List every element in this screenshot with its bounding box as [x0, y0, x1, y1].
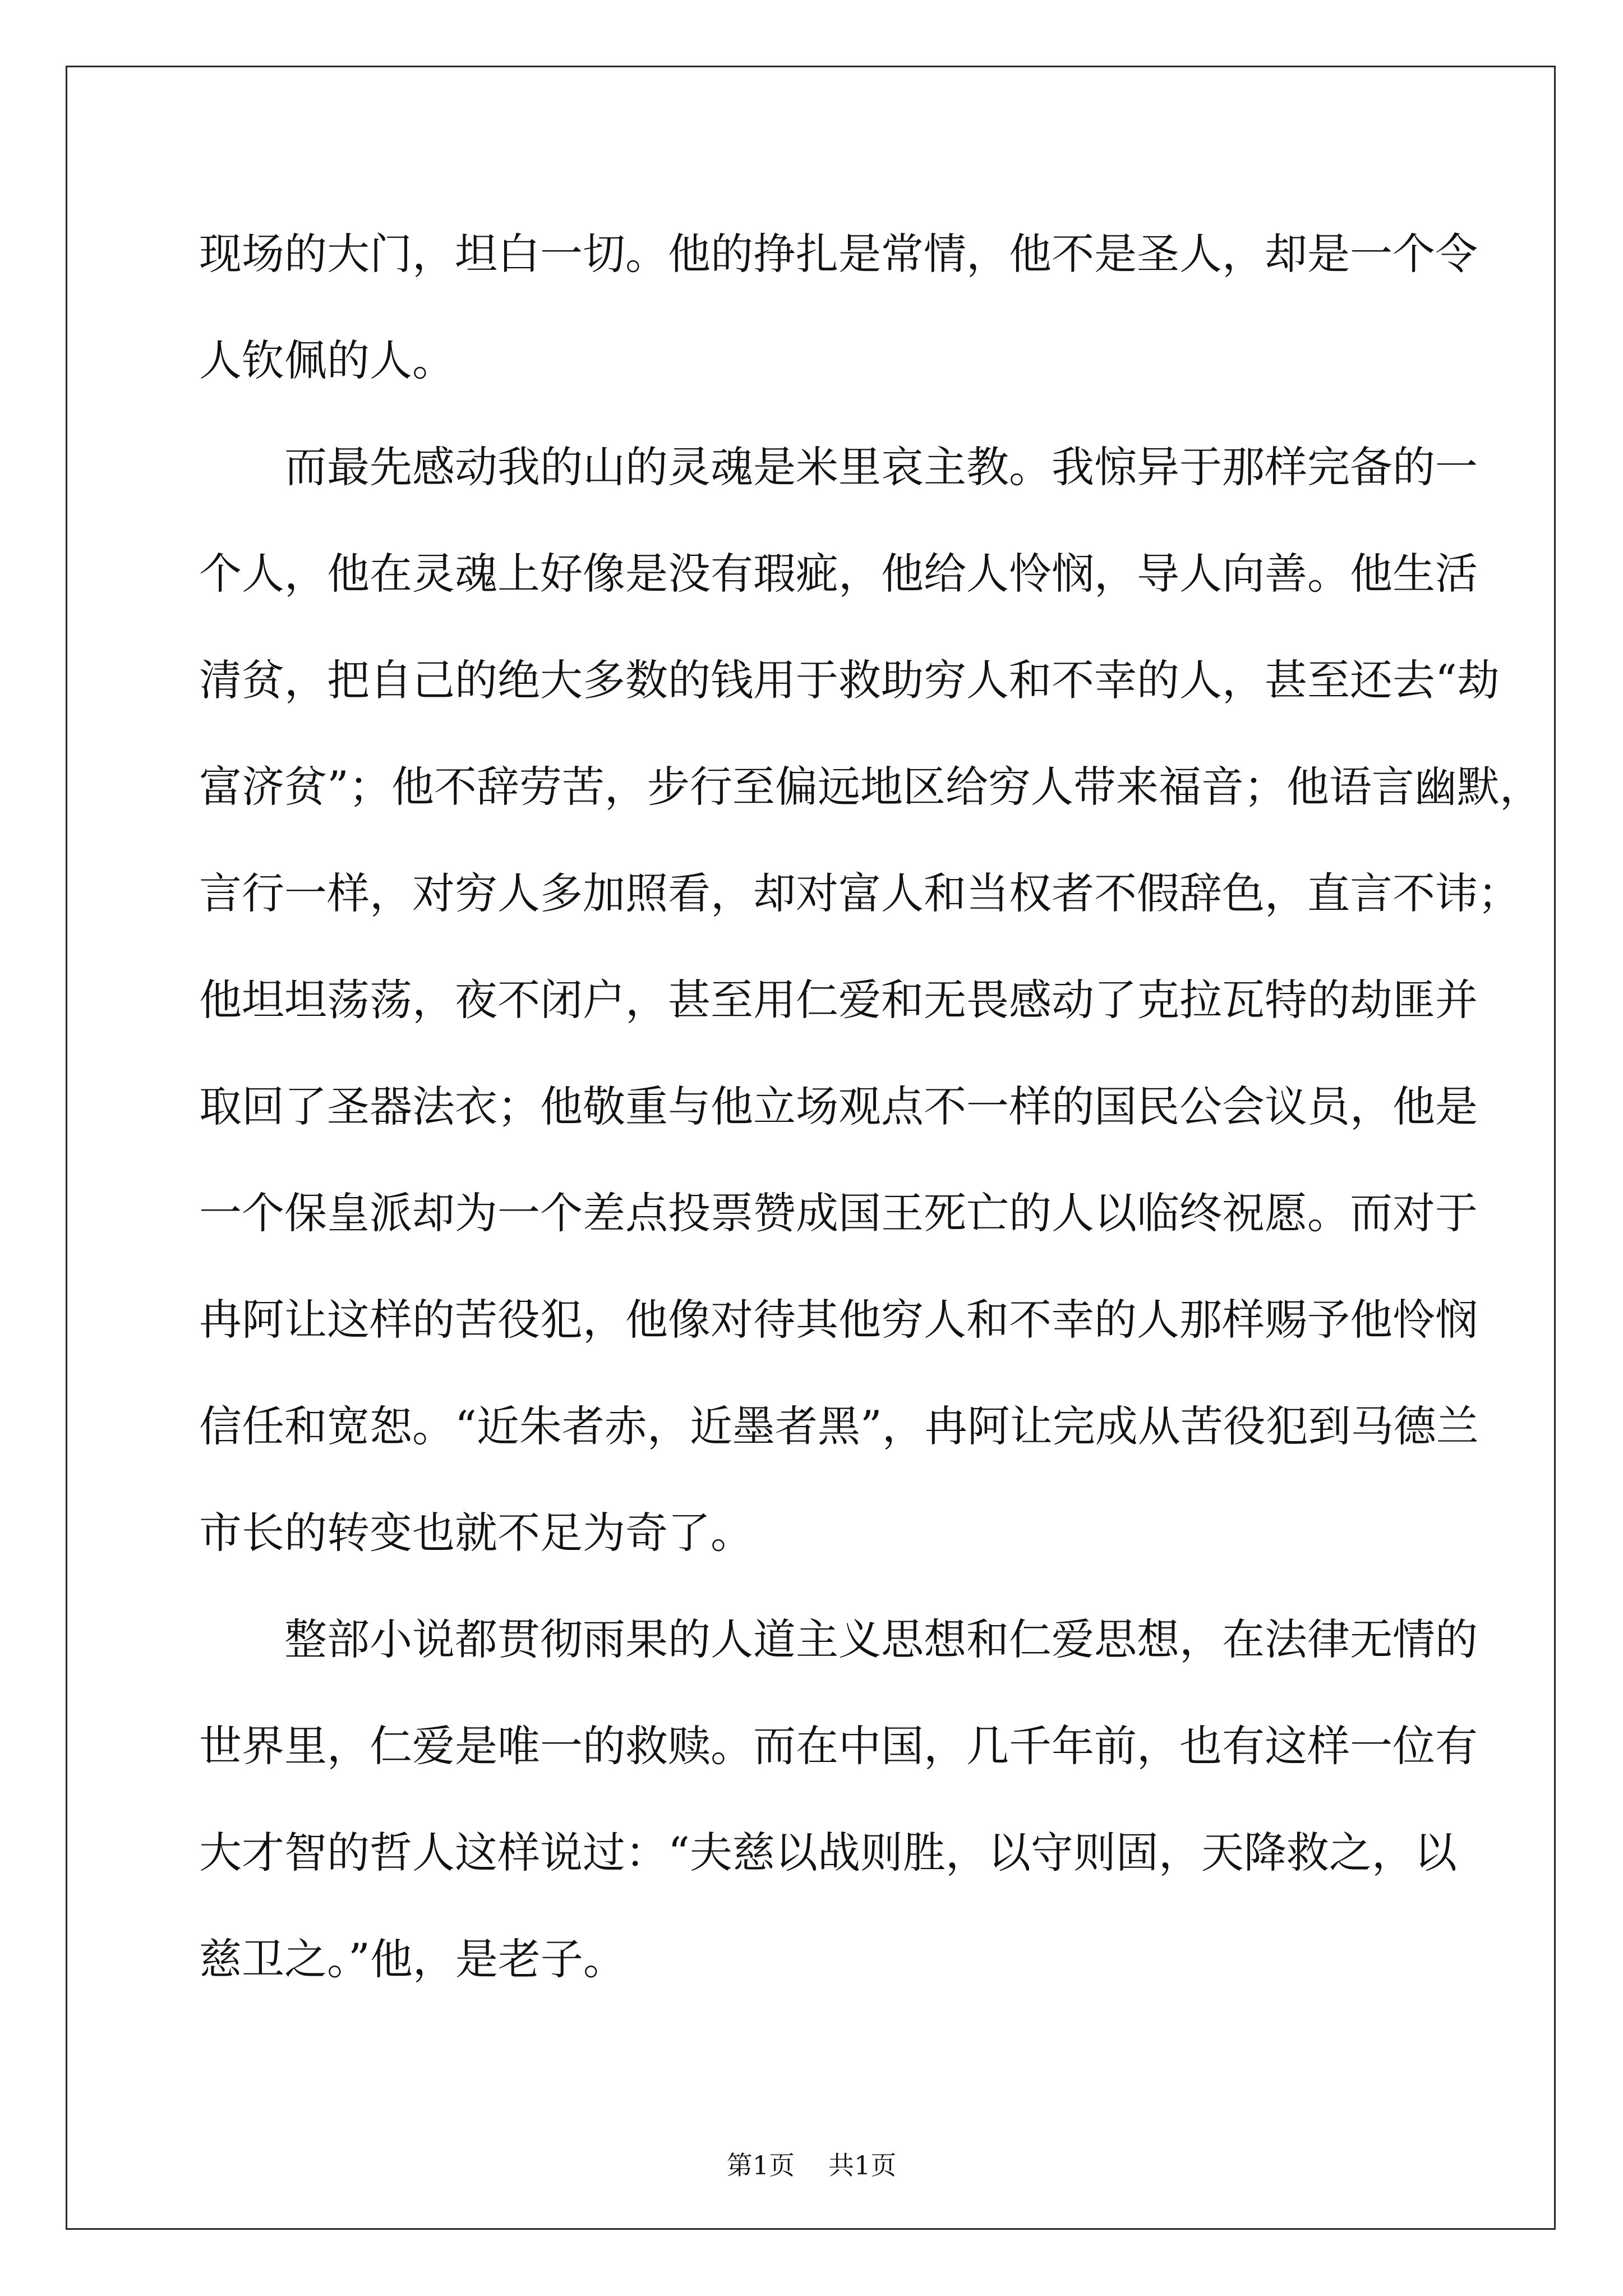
text-line: 慈卫之。”他，是老子。: [199, 1934, 626, 1984]
text-line: 言行一样，对穷人多加照看，却对富人和当权者不假辞色，直言不讳；: [199, 868, 1520, 918]
text-line: 人钦佩的人。: [199, 335, 455, 385]
text-line: 整部小说都贯彻雨果的人道主义思想和仁爱思想，在法律无情的: [284, 1614, 1478, 1664]
text-line: 个人，他在灵魂上好像是没有瑕疵，他给人怜悯，导人向善。他生活: [199, 549, 1478, 599]
page-number: 第1页: [726, 2150, 795, 2180]
text-line: 清贫，把自己的绝大多数的钱用于救助穷人和不幸的人，甚至还去“劫: [199, 655, 1500, 705]
page-footer: [0, 2148, 1623, 2182]
text-line: 大才智的哲人这样说过：“夫慈以战则胜，以守则固，天降救之，以: [199, 1828, 1457, 1878]
text-line: 现场的大门，坦白一切。他的挣扎是常情，他不是圣人，却是一个令: [199, 229, 1478, 279]
text-line: 世界里，仁爱是唯一的救赎。而在中国，几千年前，也有这样一位有: [199, 1721, 1478, 1771]
text-line: 而最先感动我的山的灵魂是米里哀主教。我惊异于那样完备的一: [284, 442, 1478, 492]
text-line: 取回了圣器法衣；他敬重与他立场观点不一样的国民公会议员，他是: [199, 1082, 1478, 1131]
text-line: 富济贫”；他不辞劳苦，步行至偏远地区给穷人带来福音；他语言幽默，: [199, 762, 1542, 812]
text-line: 冉阿让这样的苦役犯，他像对待其他穷人和不幸的人那样赐予他怜悯: [199, 1295, 1478, 1345]
text-line: 一个保皇派却为一个差点投票赞成国王死亡的人以临终祝愿。而对于: [199, 1188, 1478, 1238]
text-line: 信任和宽恕。“近朱者赤，近墨者黑”，冉阿让完成从苦役犯到马德兰: [199, 1401, 1479, 1451]
text-line: 他坦坦荡荡，夜不闭户，甚至用仁爱和无畏感动了克拉瓦特的劫匪并: [199, 975, 1478, 1025]
text-line: 市长的转变也就不足为奇了。: [199, 1508, 753, 1558]
page-total: 共1页: [828, 2150, 897, 2180]
document-body: [199, 201, 1542, 2013]
